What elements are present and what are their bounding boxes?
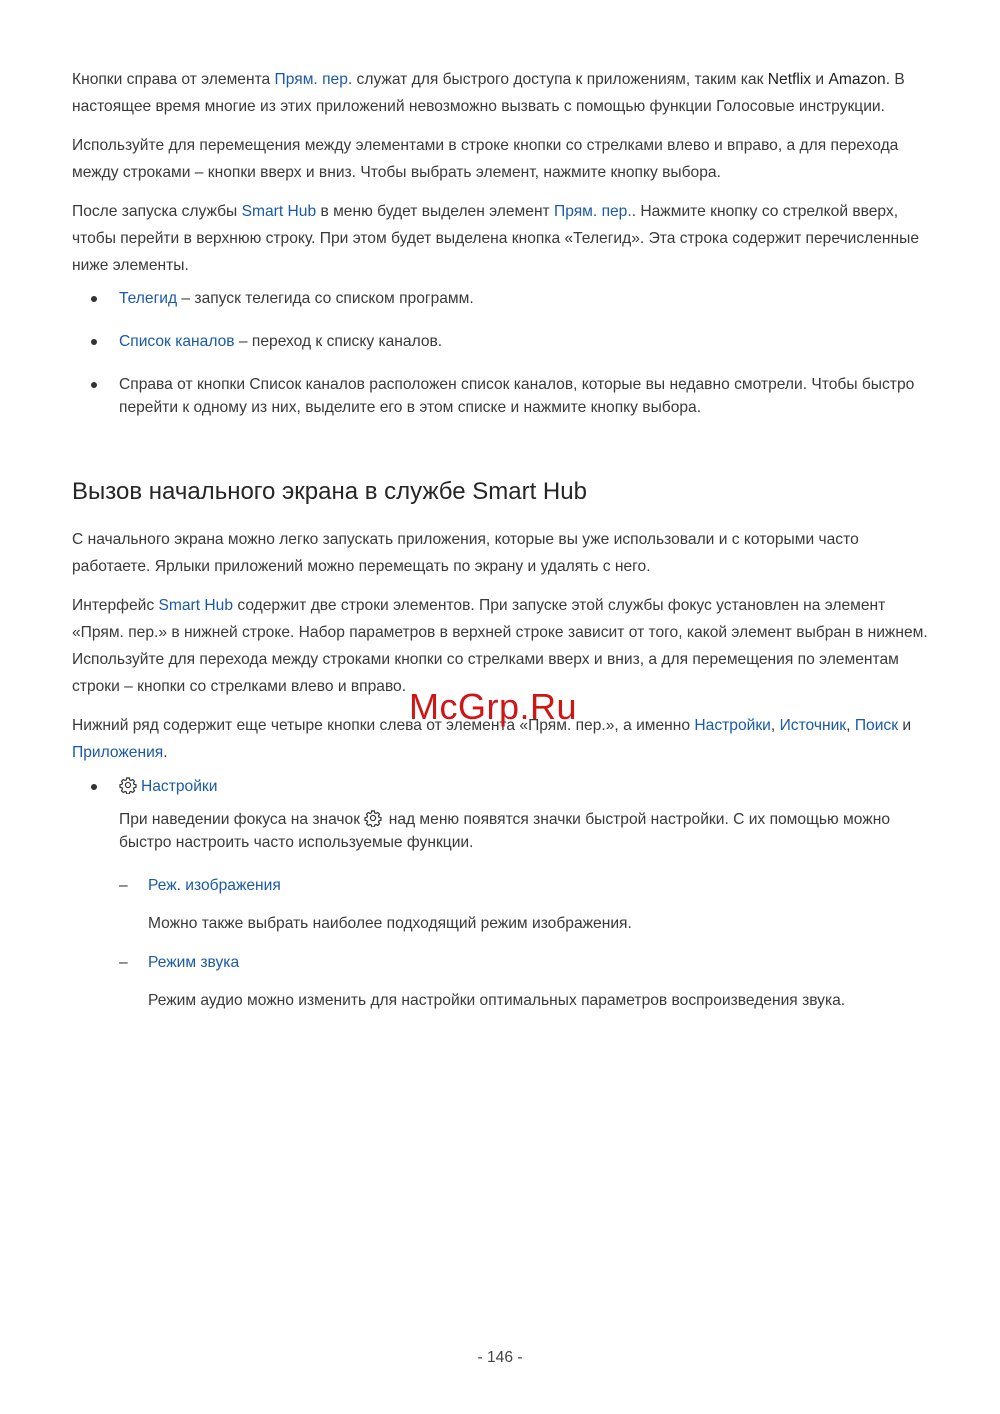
text-run: – переход к списку каналов. [234, 333, 443, 350]
dash-marker: – [119, 954, 128, 971]
link-pryam-per[interactable]: Прям. пер. [274, 71, 353, 88]
section-paragraph-2 [72, 592, 932, 700]
link-channel-list[interactable]: Список каналов [119, 333, 235, 350]
sub-item-description: Режим аудио можно изменить для настройки оптимальных параметров воспроизведения звука. [148, 992, 846, 1009]
link-settings[interactable]: Настройки [694, 717, 771, 734]
link-telegid[interactable]: Телегид [119, 290, 178, 307]
intro-paragraph-3 [72, 198, 932, 279]
text-run: и [811, 71, 829, 88]
settings-description [72, 808, 932, 854]
text-run: над меню появятся значки быстрой настройки. С их помощью можно быстро настроить часто используемые функции. [119, 811, 890, 851]
link-smart-hub[interactable]: Smart Hub [158, 597, 234, 614]
section-paragraph-1: С начального экрана можно легко запускать приложения, которые вы уже использовали и с которыми часто работаете. Ярлыки приложений можно перемещать по экрану и удалять с него. [72, 531, 859, 575]
link-pryam-per[interactable]: Прям. пер. [554, 203, 632, 220]
list-item [72, 373, 932, 419]
bullet-dot [91, 339, 97, 345]
text-run: Интерфейс [72, 597, 159, 614]
text-run: в меню будет выделен элемент [316, 203, 555, 220]
text-run: и [898, 717, 912, 734]
text-run: Кнопки справа от элемента [72, 71, 275, 88]
settings-item [72, 775, 932, 798]
settings-label[interactable]: Настройки [141, 778, 218, 795]
dash-marker: – [119, 877, 128, 894]
gear-icon [119, 776, 137, 794]
page-content [72, 66, 932, 1012]
list-item [72, 330, 932, 353]
intro-paragraph-2: Используйте для перемещения между элементами в строке кнопки со стрелками влево и вправо, а для перехода между строками – кнопки вверх и вниз. Чтобы выбрать элемент, нажмите кнопку выбора. [72, 137, 899, 181]
sub-item-sound-mode [72, 951, 932, 974]
text-run: – запуск телегида со списком программ. [177, 290, 474, 307]
link-sound-mode[interactable]: Режим звука [148, 954, 240, 971]
bullet-list [72, 287, 932, 419]
bullet-dot [91, 382, 97, 388]
page-number: - 146 - [477, 1349, 523, 1366]
brand-amazon: Amazon [828, 71, 886, 88]
text-run: . [163, 744, 168, 761]
text-run: содержит две строки элементов. При запуске этой службы фокус установлен на элемент «Прям. пер.» в нижней строке. Набор параметров в верхней строке зависит от того, какой элемент выбран в нижнем. Используйте для перехода между строками кнопки со стрелками вверх и вниз, а для перемещения по элементам строки – кнопки со стрелками влево и вправо. [72, 597, 928, 695]
link-picture-mode[interactable]: Реж. изображения [148, 877, 281, 894]
gear-icon [364, 809, 382, 827]
sub-item-description: Можно также выбрать наиболее подходящий режим изображения. [148, 915, 632, 932]
intro-paragraph-1 [72, 66, 932, 120]
bullet-dot [91, 784, 97, 790]
section-heading: Вызов начального экрана в службе Smart Hub [72, 478, 587, 505]
settings-list [72, 775, 932, 798]
text-run: . В настоящее время многие из этих приложений невозможно вызвать с помощью функции Голосовые инструкции. [72, 71, 905, 115]
bullet-dot [91, 296, 97, 302]
link-search[interactable]: Поиск [854, 717, 899, 734]
sub-item-picture-mode [72, 874, 932, 897]
text-run: . Нажмите кнопку со стрелкой вверх, чтобы перейти в верхнюю строку. При этом будет выделена кнопка «Телегид». Эта строка содержит перечисленные ниже элементы. [72, 203, 920, 274]
text-run: При наведении фокуса на значок [119, 811, 365, 828]
link-source[interactable]: Источник [779, 717, 847, 734]
text-run: Справа от кнопки Список каналов расположен список каналов, которые вы недавно смотрели. Чтобы быстро перейти к одному из них, выделите его в этом списке и нажмите кнопку выбора. [119, 376, 915, 416]
text-run: , [846, 717, 855, 734]
text-run: служат для быстрого доступа к приложениям, таким как [352, 71, 768, 88]
brand-netflix: Netflix [767, 71, 812, 88]
link-smart-hub[interactable]: Smart Hub [241, 203, 317, 220]
text-run: После запуска службы [72, 203, 242, 220]
text-run: Нижний ряд содержит еще четыре кнопки слева от элемента «Прям. пер.», а именно [72, 717, 695, 734]
text-run: , [770, 717, 780, 734]
list-item [72, 287, 932, 310]
link-apps[interactable]: Приложения [72, 744, 164, 761]
watermark: McGrp.Ru [409, 686, 578, 727]
